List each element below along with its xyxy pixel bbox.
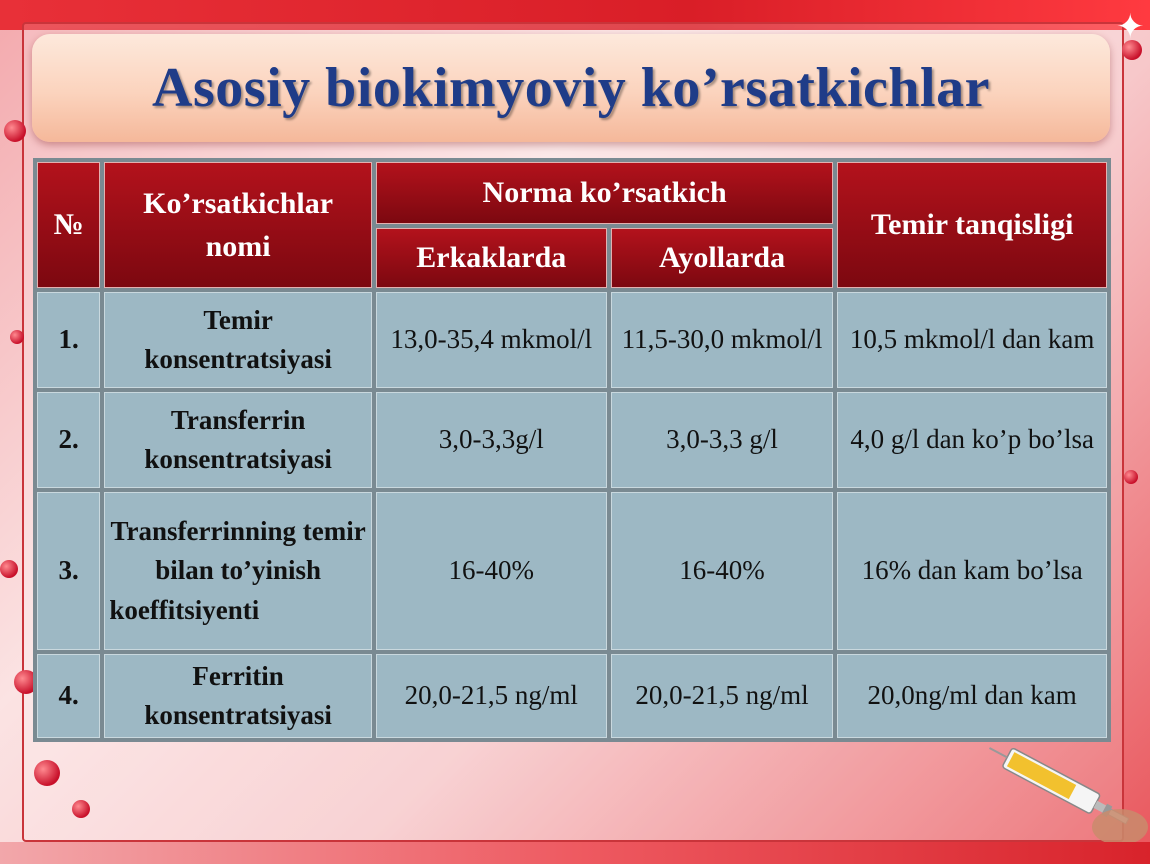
row-number: 1. xyxy=(37,292,100,388)
row-deficiency-value: 20,0ng/ml dan kam xyxy=(837,654,1107,738)
decor-dot xyxy=(0,560,18,578)
row-number: 2. xyxy=(37,392,100,488)
row-women-value: 20,0-21,5 ng/ml xyxy=(611,654,834,738)
row-name: Temir konsentratsiyasi xyxy=(104,292,372,388)
row-name: Transferrin konsentratsiyasi xyxy=(104,392,372,488)
header-name: Ko’rsatkichlar nomi xyxy=(104,162,372,288)
row-number: 4. xyxy=(37,654,100,738)
page-title: Asosiy biokimyoviy ko’rsatkichlar xyxy=(152,57,990,119)
table-row xyxy=(37,492,1107,650)
row-deficiency-value: 16% dan kam bo’lsa xyxy=(837,492,1107,650)
header-deficiency: Temir tanqisligi xyxy=(837,162,1107,288)
row-women-value: 16-40% xyxy=(611,492,834,650)
title-banner xyxy=(32,34,1110,142)
row-men-value: 3,0-3,3g/l xyxy=(376,392,607,488)
decor-dot xyxy=(4,120,26,142)
header-women: Ayollarda xyxy=(611,228,834,288)
table-header-row xyxy=(37,162,1107,224)
bottom-decor-band xyxy=(0,842,1150,864)
row-name: Ferritin konsentratsiyasi xyxy=(104,654,372,738)
table-row xyxy=(37,392,1107,488)
syringe-icon xyxy=(980,732,1150,842)
table-row xyxy=(37,292,1107,388)
row-deficiency-value: 10,5 mkmol/l dan kam xyxy=(837,292,1107,388)
row-number: 3. xyxy=(37,492,100,650)
row-men-value: 20,0-21,5 ng/ml xyxy=(376,654,607,738)
row-women-value: 3,0-3,3 g/l xyxy=(611,392,834,488)
header-men: Erkaklarda xyxy=(376,228,607,288)
row-deficiency-value: 4,0 g/l dan ko’p bo’lsa xyxy=(837,392,1107,488)
table-row xyxy=(37,654,1107,738)
decor-dot xyxy=(34,760,60,786)
row-men-value: 16-40% xyxy=(376,492,607,650)
biochemistry-table xyxy=(33,158,1111,742)
sparkle-icon: ✦ xyxy=(1116,7,1145,47)
decor-dot xyxy=(10,330,24,344)
row-women-value: 11,5-30,0 mkmol/l xyxy=(611,292,834,388)
header-number: № xyxy=(37,162,100,288)
decor-dot xyxy=(1124,470,1138,484)
header-norm: Norma ko’rsatkich xyxy=(376,162,833,224)
decor-dot xyxy=(72,800,90,818)
row-name: Transferrinning temir bilan to’yinish koeffitsiyenti xyxy=(104,492,372,650)
row-men-value: 13,0-35,4 mkmol/l xyxy=(376,292,607,388)
